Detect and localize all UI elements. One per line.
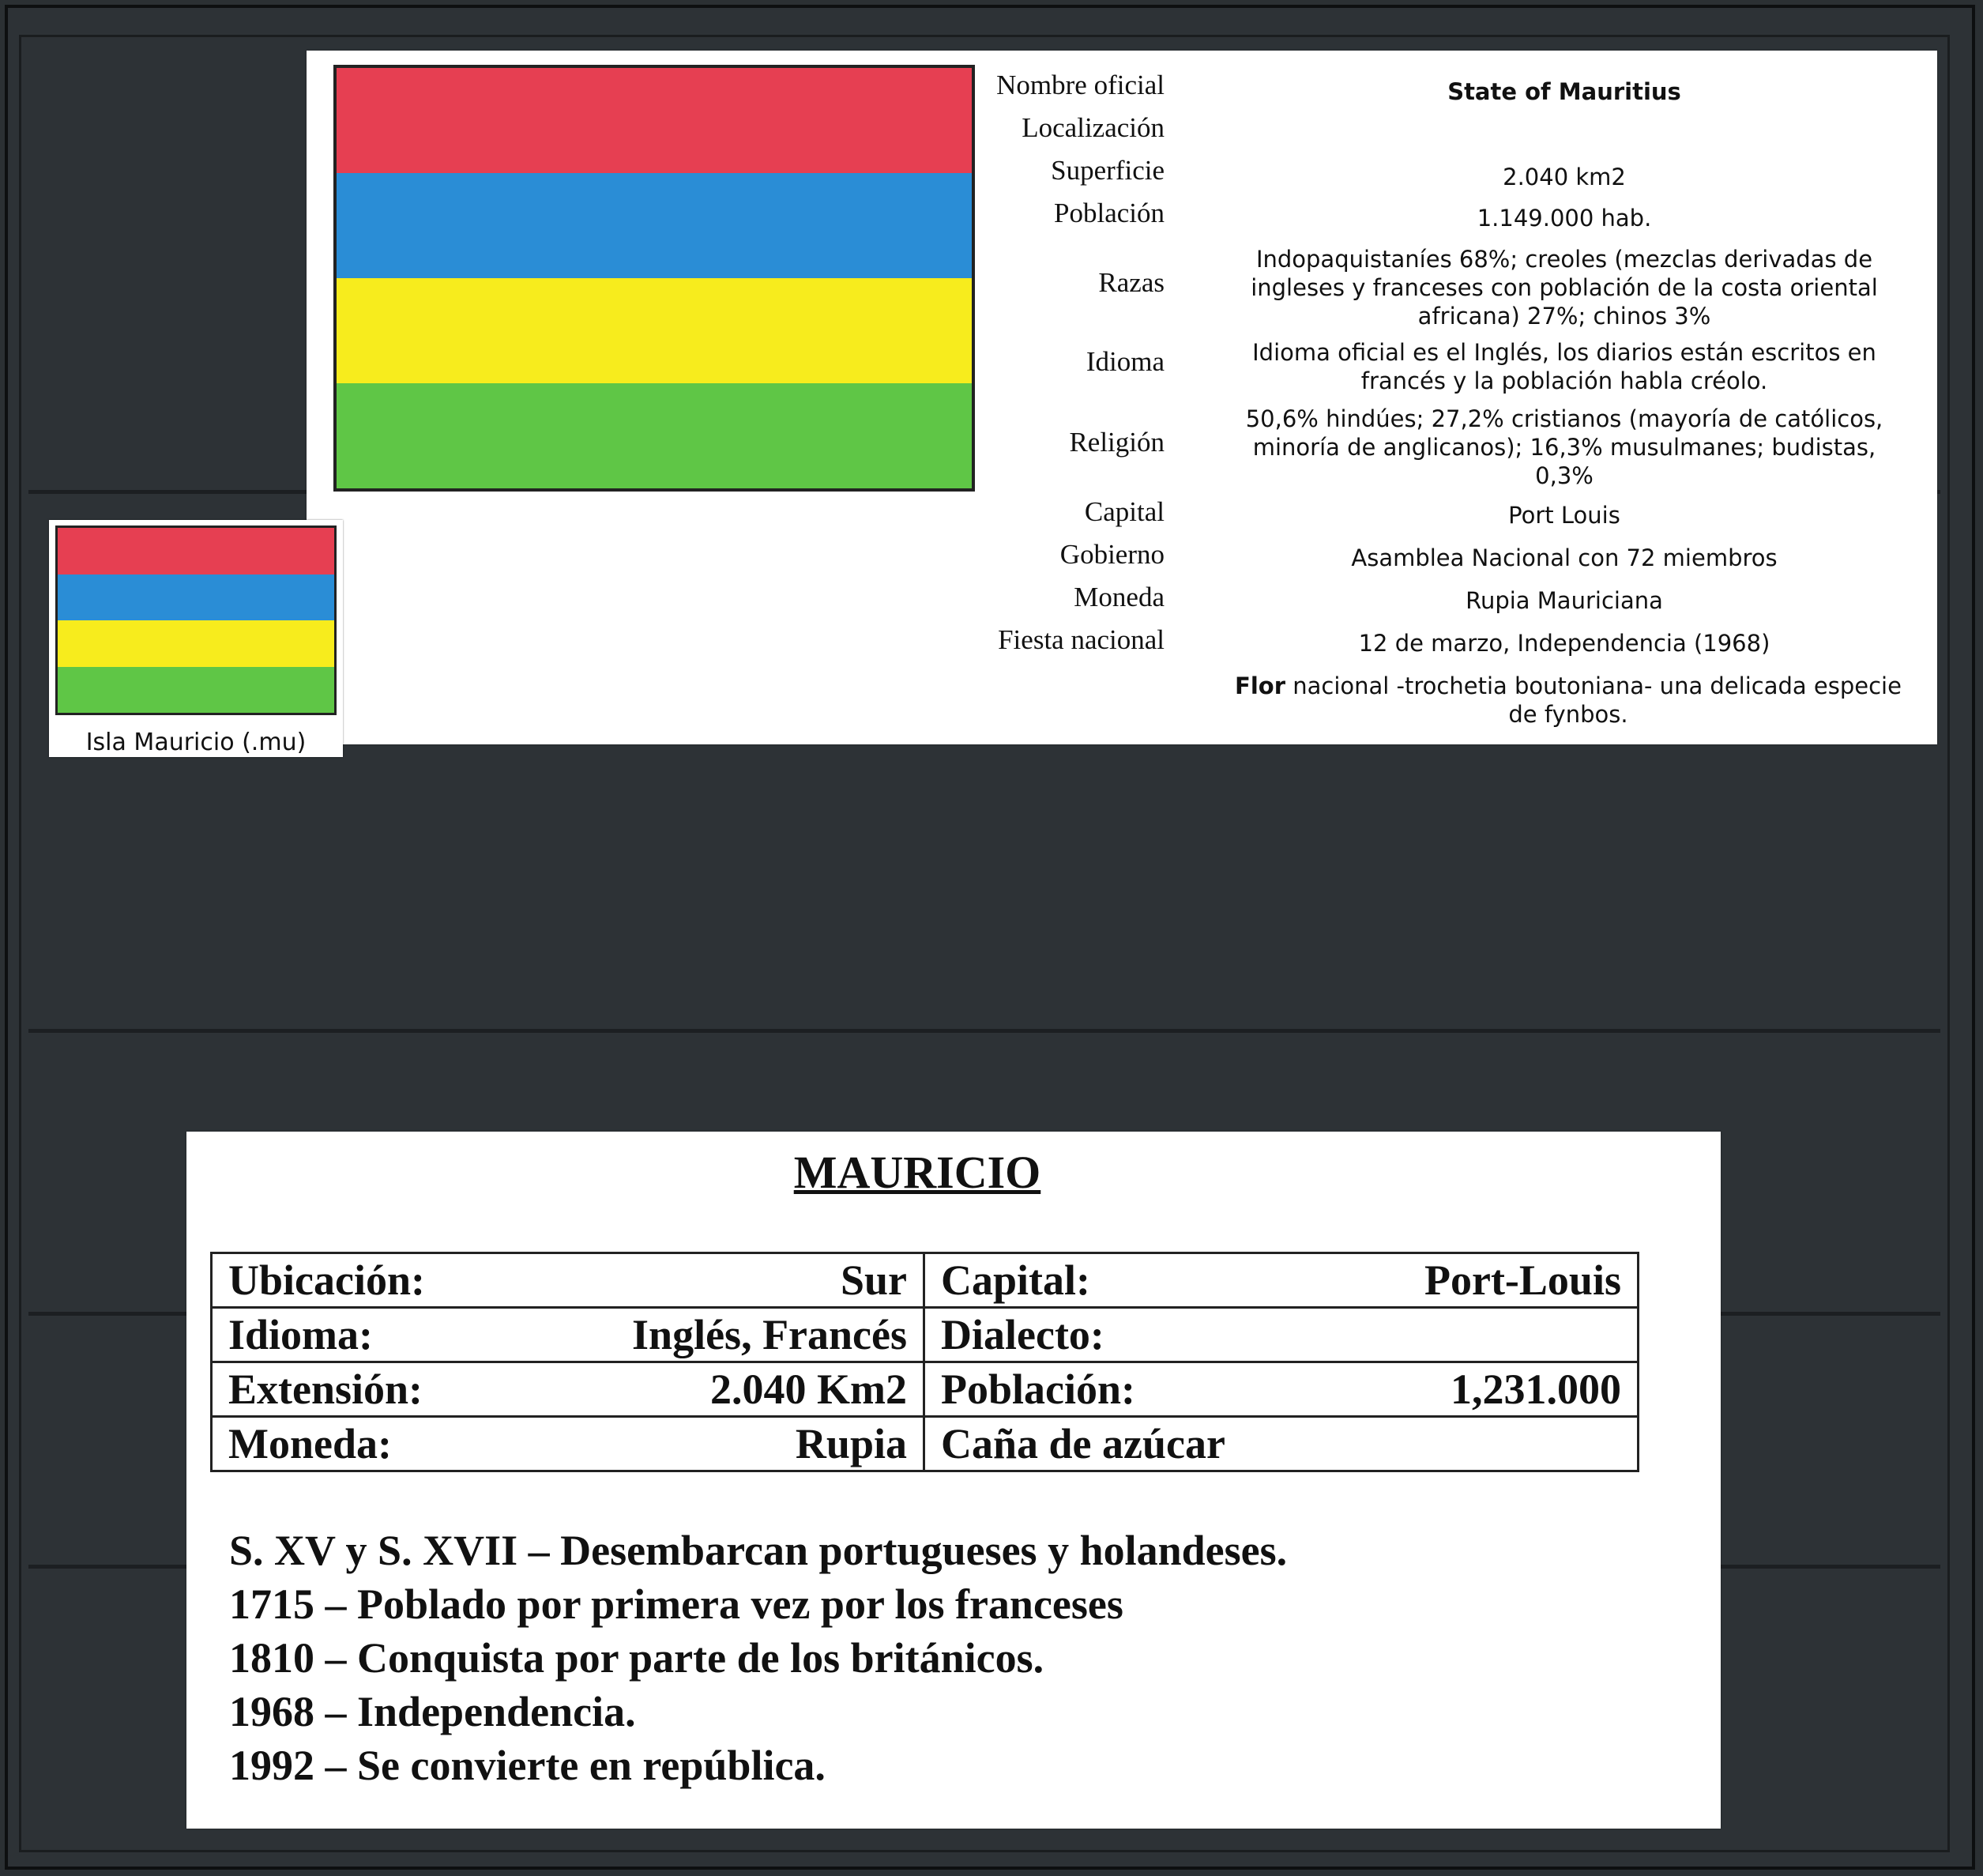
moneda-value: Rupia bbox=[795, 1420, 907, 1467]
table-cell bbox=[212, 1253, 924, 1308]
info-label-capital: Capital bbox=[1084, 496, 1165, 527]
idioma-label: Idioma: bbox=[228, 1311, 374, 1358]
poblacion-value: 1,231.000 bbox=[1451, 1366, 1621, 1413]
info-value-capital: Port Louis bbox=[1508, 502, 1620, 529]
info-value-poblacion: 1.149.000 hab. bbox=[1477, 205, 1652, 232]
idioma-value: Inglés, Francés bbox=[632, 1311, 907, 1358]
info-label-idioma: Idioma bbox=[1086, 346, 1165, 377]
capital-value: Port-Louis bbox=[1424, 1256, 1621, 1304]
table-cell bbox=[924, 1362, 1639, 1417]
history-item: 1715 – Poblado por primera vez por los franceses bbox=[229, 1580, 1123, 1628]
moneda-label: Moneda: bbox=[228, 1420, 392, 1467]
info-value-idioma: Idioma oficial es el Inglés, los diarios están escritos en francés y la población habla créolo. bbox=[1252, 339, 1876, 394]
flag-band-red bbox=[58, 528, 334, 574]
flag-band-yellow bbox=[58, 620, 334, 667]
dialecto-label: Dialecto: bbox=[941, 1311, 1104, 1358]
ubicacion-label: Ubicación: bbox=[228, 1256, 425, 1304]
flower-text: nacional -trochetia boutoniana- una delicada especie de fynbos. bbox=[1285, 672, 1902, 728]
table-row bbox=[212, 1362, 1639, 1417]
info-value-fiesta: 12 de marzo, Independencia (1968) bbox=[1358, 630, 1770, 657]
ubicacion-value: Sur bbox=[840, 1256, 907, 1304]
history-list bbox=[229, 1524, 1699, 1792]
info-value-superficie: 2.040 km2 bbox=[1503, 164, 1626, 190]
flag-band-blue bbox=[58, 574, 334, 621]
info-label-nombre: Nombre oficial bbox=[996, 70, 1165, 100]
table-row bbox=[212, 1417, 1639, 1471]
table-row bbox=[212, 1253, 1639, 1308]
info-label-localizacion: Localización bbox=[1022, 112, 1165, 143]
table-cell bbox=[212, 1417, 924, 1471]
info-label-religion: Religión bbox=[1069, 427, 1165, 458]
info-value-gobierno: Asamblea Nacional con 72 miembros bbox=[1351, 544, 1778, 571]
table-cell bbox=[924, 1253, 1639, 1308]
info-flower bbox=[1225, 672, 1912, 729]
product-value: Caña de azúcar bbox=[941, 1420, 1225, 1467]
info-value-moneda: Rupia Mauriciana bbox=[1466, 587, 1663, 614]
extension-label: Extensión: bbox=[228, 1366, 423, 1413]
poblacion-label: Población: bbox=[941, 1366, 1136, 1413]
info-value-razas: Indopaquistaníes 68%; creoles (mezclas derivadas de ingleses y franceses con población de la costa oriental africana) 27%; chinos 3% bbox=[1251, 246, 1878, 330]
table-row bbox=[212, 1308, 1639, 1362]
flag-caption: Isla Mauricio (.mu) bbox=[85, 729, 307, 756]
table-cell bbox=[212, 1308, 924, 1362]
info-label-gobierno: Gobierno bbox=[1059, 539, 1165, 570]
history-item: 1810 – Conquista por parte de los británicos. bbox=[229, 1634, 1044, 1682]
table-cell bbox=[924, 1308, 1639, 1362]
flag-small bbox=[55, 526, 337, 715]
history-item: 1968 – Independencia. bbox=[229, 1688, 636, 1735]
album-strip bbox=[28, 1029, 1940, 1033]
flower-label: Flor bbox=[1235, 672, 1286, 699]
info-value-nombre: State of Mauritius bbox=[1447, 78, 1681, 105]
table-cell bbox=[212, 1362, 924, 1417]
history-item: 1992 – Se convierte en república. bbox=[229, 1742, 826, 1789]
info-value-religion: 50,6% hindúes; 27,2% cristianos (mayoría de católicos, minoría de anglicanos); 16,3% musulmanes; budistas, 0,3% bbox=[1245, 405, 1883, 489]
table-cell bbox=[924, 1417, 1639, 1471]
extension-value: 2.040 Km2 bbox=[710, 1366, 907, 1413]
capital-label: Capital: bbox=[941, 1256, 1090, 1304]
flag-band-green bbox=[58, 667, 334, 714]
page-title: MAURICIO bbox=[793, 1147, 1041, 1198]
info-label-razas: Razas bbox=[1098, 267, 1165, 298]
info-label-fiesta: Fiesta nacional bbox=[998, 624, 1165, 655]
facts-table bbox=[210, 1252, 1639, 1472]
info-label-superficie: Superficie bbox=[1051, 155, 1165, 186]
history-item: S. XV y S. XVII – Desembarcan portugueses y holandeses. bbox=[229, 1527, 1288, 1574]
info-label-poblacion: Población bbox=[1054, 198, 1165, 228]
info-label-moneda: Moneda bbox=[1074, 582, 1165, 612]
